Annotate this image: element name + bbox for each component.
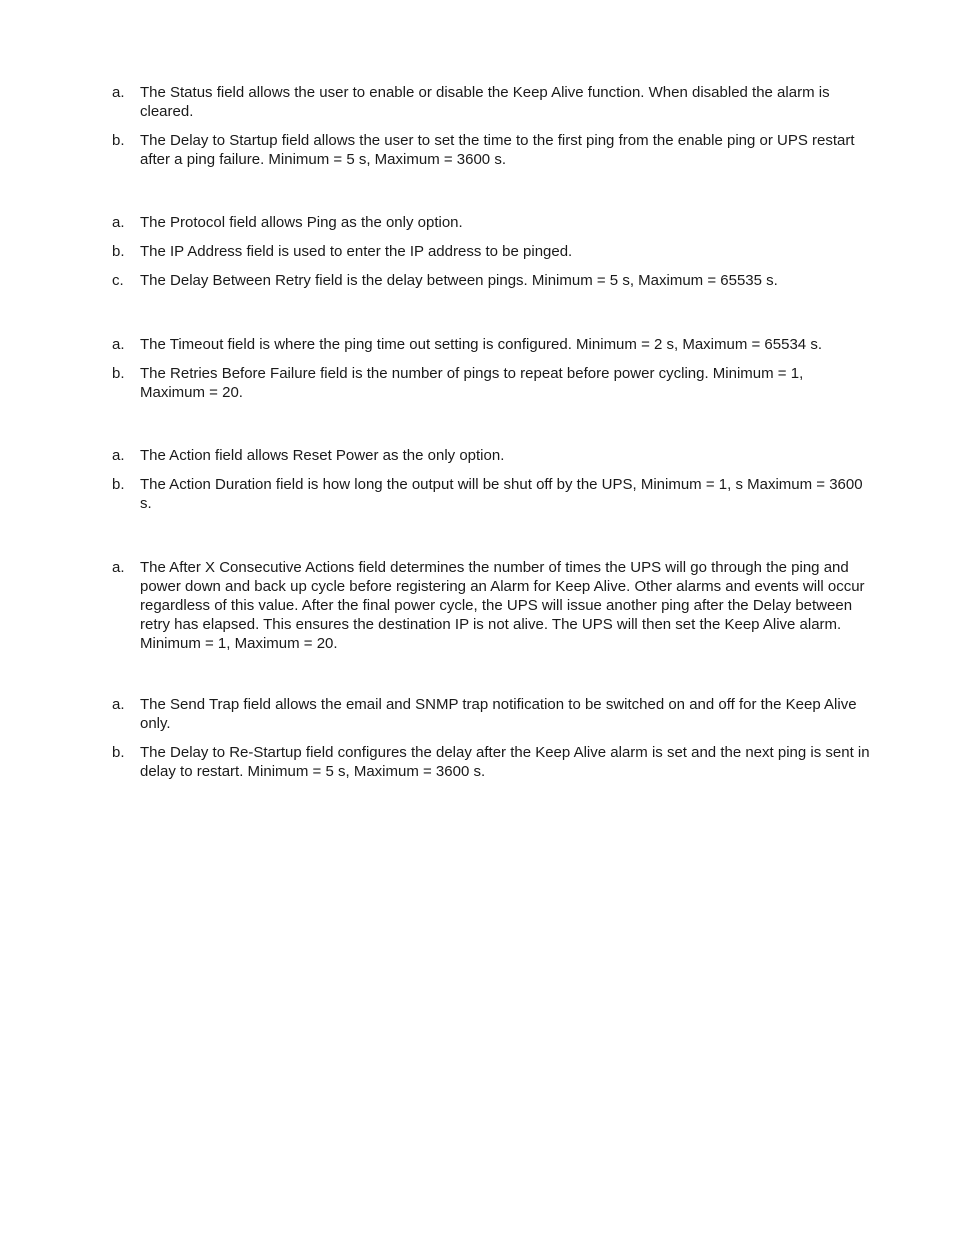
list-item — [112, 83, 872, 121]
list-item-text: The Delay Between Retry field is the delay between pings. Minimum = 5 s, Maximum = 65535 s. — [140, 272, 778, 289]
list-marker: a. — [112, 336, 125, 353]
list-item — [112, 131, 872, 169]
list-marker: b. — [112, 132, 125, 149]
list-group-timeout — [112, 335, 872, 402]
list-item-text: The Protocol field allows Ping as the only option. — [140, 214, 463, 231]
list-marker: c. — [112, 272, 124, 289]
list-item-text: The Send Trap field allows the email and SNMP trap notification to be switched on and off for the Keep Alive only. — [140, 696, 857, 732]
list-item-text: The Timeout field is where the ping time out setting is configured. Minimum = 2 s, Maximum = 65534 s. — [140, 336, 822, 353]
list-marker: b. — [112, 744, 125, 761]
list-marker: a. — [112, 559, 125, 576]
list-item — [112, 743, 872, 781]
list-item-text: The Action field allows Reset Power as the only option. — [140, 447, 505, 464]
list-item — [112, 242, 872, 261]
list-item — [112, 695, 872, 733]
list-marker: a. — [112, 696, 125, 713]
list-item — [112, 271, 872, 290]
list-item-text: The IP Address field is used to enter the IP address to be pinged. — [140, 243, 573, 260]
list-item-text: The Action Duration field is how long the output will be shut off by the UPS, Minimum = 1, s Maximum = 3600 s. — [140, 476, 863, 512]
list-item — [112, 475, 872, 513]
list-marker: a. — [112, 214, 125, 231]
list-marker: b. — [112, 365, 125, 382]
list-group-protocol — [112, 213, 872, 290]
list-item — [112, 335, 872, 354]
list-group-keep-alive-status — [112, 83, 872, 169]
list-item — [112, 558, 872, 653]
list-marker: a. — [112, 84, 125, 101]
list-group-send-trap — [112, 695, 872, 781]
list-item — [112, 364, 872, 402]
list-marker: b. — [112, 476, 125, 493]
list-item-text: The Status field allows the user to enable or disable the Keep Alive function. When disabled the alarm is cleared. — [140, 84, 830, 120]
list-item — [112, 213, 872, 232]
list-item-text: The Retries Before Failure field is the number of pings to repeat before power cycling. Minimum = 1, Maximum = 20. — [140, 365, 804, 401]
list-group-consecutive-actions — [112, 558, 872, 653]
list-marker: a. — [112, 447, 125, 464]
list-marker: b. — [112, 243, 125, 260]
list-item-text: The Delay to Re-Startup field configures the delay after the Keep Alive alarm is set and the next ping is sent in delay to restart. Minimum = 5 s, Maximum = 3600 s. — [140, 744, 870, 780]
list-item-text: The Delay to Startup field allows the user to set the time to the first ping from the enable ping or UPS restart after a ping failure. Minimum = 5 s, Maximum = 3600 s. — [140, 132, 855, 168]
list-item — [112, 446, 872, 465]
list-group-action — [112, 446, 872, 513]
list-item-text: The After X Consecutive Actions field determines the number of times the UPS will go through the ping and power down and back up cycle before registering an Alarm for Keep Alive. Other alarms and events will occur regardless of this value. After the final power cycle, the UPS will issue another ping after the Delay between retry has elapsed. This ensures the destination IP is not alive. The UPS will then set the Keep Alive alarm. Minimum = 1, Maximum = 20. — [140, 559, 865, 652]
